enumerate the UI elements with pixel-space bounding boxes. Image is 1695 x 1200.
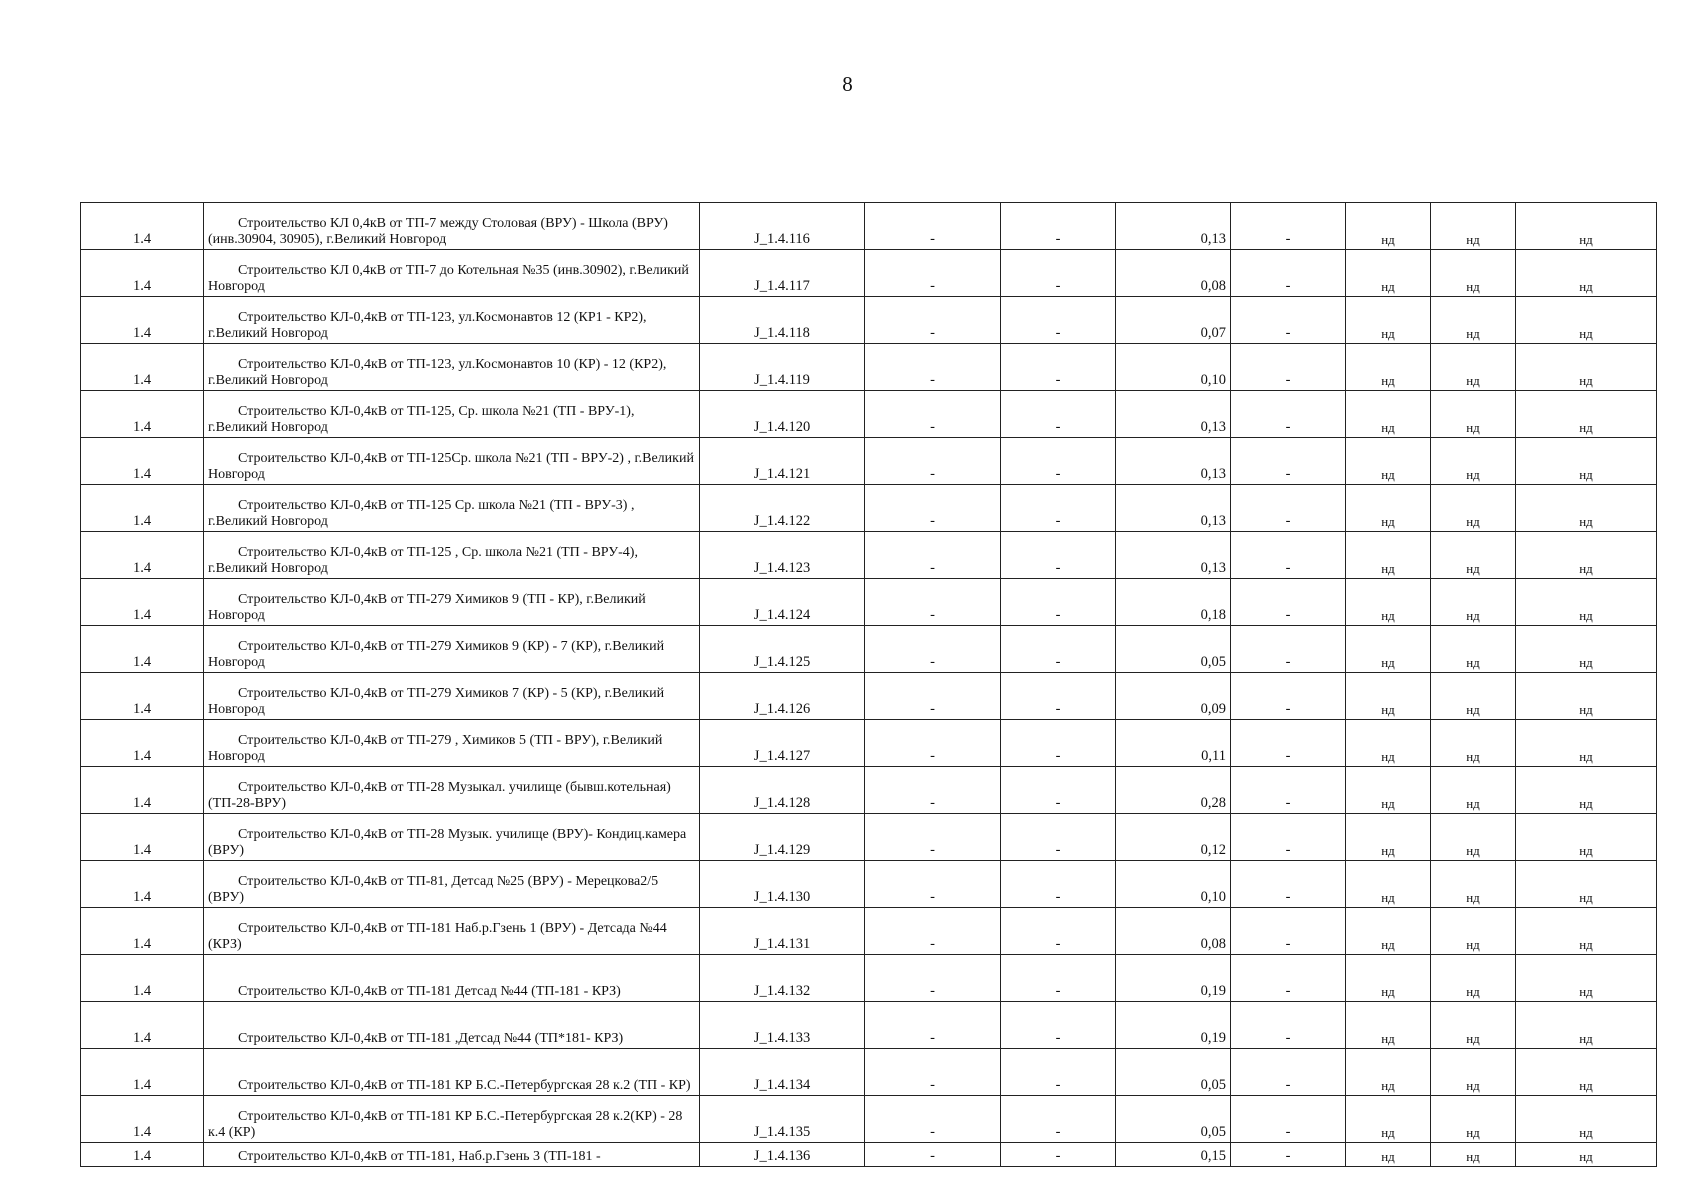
- row-value-7: -: [1231, 250, 1346, 297]
- row-value-8: нд: [1346, 1002, 1431, 1049]
- table-row: [81, 908, 1657, 955]
- row-value-4: -: [865, 297, 1001, 344]
- row-value-4: -: [865, 1143, 1001, 1167]
- row-value-10: нд: [1516, 767, 1657, 814]
- row-description: [204, 1049, 700, 1096]
- row-code: J_1.4.125: [700, 626, 865, 673]
- row-value-9: нд: [1431, 485, 1516, 532]
- row-value-5: -: [1001, 814, 1116, 861]
- row-description-text: Строительство КЛ 0,4кВ от ТП-7 между Столовая (ВРУ) - Школа (ВРУ) (инв.30904, 30905), г.Великий Новгород: [208, 215, 668, 247]
- row-value-9: нд: [1431, 391, 1516, 438]
- row-length: 0,13: [1116, 532, 1231, 579]
- row-value-8: нд: [1346, 814, 1431, 861]
- row-value-8: нд: [1346, 532, 1431, 579]
- row-value-9: нд: [1431, 720, 1516, 767]
- row-code: J_1.4.131: [700, 908, 865, 955]
- row-number: 1.4: [81, 438, 204, 485]
- row-description: [204, 861, 700, 908]
- row-value-4: -: [865, 955, 1001, 1002]
- row-length: 0,08: [1116, 250, 1231, 297]
- row-length: 0,19: [1116, 1002, 1231, 1049]
- row-value-5: -: [1001, 626, 1116, 673]
- row-description: [204, 438, 700, 485]
- row-description-text: Строительство КЛ-0,4кВ от ТП-125, Ср. школа №21 (ТП - ВРУ-1), г.Великий Новгород: [208, 403, 635, 435]
- row-value-5: -: [1001, 1002, 1116, 1049]
- row-description: [204, 767, 700, 814]
- row-number: 1.4: [81, 1143, 204, 1167]
- row-value-10: нд: [1516, 1049, 1657, 1096]
- row-code: J_1.4.127: [700, 720, 865, 767]
- row-value-10: нд: [1516, 955, 1657, 1002]
- row-value-4: -: [865, 1002, 1001, 1049]
- row-value-8: нд: [1346, 250, 1431, 297]
- row-number: 1.4: [81, 673, 204, 720]
- row-value-9: нд: [1431, 955, 1516, 1002]
- row-value-5: -: [1001, 673, 1116, 720]
- row-value-10: нд: [1516, 814, 1657, 861]
- row-value-10: нд: [1516, 1002, 1657, 1049]
- row-code: J_1.4.135: [700, 1096, 865, 1143]
- row-value-7: -: [1231, 297, 1346, 344]
- row-value-8: нд: [1346, 485, 1431, 532]
- row-value-9: нд: [1431, 673, 1516, 720]
- row-description-text: Строительство КЛ-0,4кВ от ТП-123, ул.Космонавтов 12 (КР1 - КР2), г.Великий Новгород: [208, 309, 647, 341]
- row-value-4: -: [865, 250, 1001, 297]
- table-row: [81, 203, 1657, 250]
- row-code: J_1.4.120: [700, 391, 865, 438]
- row-value-5: -: [1001, 579, 1116, 626]
- row-value-7: -: [1231, 626, 1346, 673]
- row-value-9: нд: [1431, 767, 1516, 814]
- row-description: [204, 344, 700, 391]
- table-row: [81, 1002, 1657, 1049]
- row-description: [204, 626, 700, 673]
- row-number: 1.4: [81, 767, 204, 814]
- row-description-text: Строительство КЛ-0,4кВ от ТП-125 , Ср. школа №21 (ТП - ВРУ-4), г.Великий Новгород: [208, 544, 638, 576]
- table-row: [81, 861, 1657, 908]
- row-value-10: нд: [1516, 626, 1657, 673]
- row-description: [204, 203, 700, 250]
- row-value-4: -: [865, 626, 1001, 673]
- row-value-8: нд: [1346, 673, 1431, 720]
- row-code: J_1.4.124: [700, 579, 865, 626]
- row-number: 1.4: [81, 908, 204, 955]
- row-description-text: Строительство КЛ-0,4кВ от ТП-181 Наб.р.Гзень 1 (ВРУ) - Детсада №44 (КРЗ): [208, 920, 667, 952]
- row-number: 1.4: [81, 203, 204, 250]
- row-value-10: нд: [1516, 297, 1657, 344]
- row-value-10: нд: [1516, 673, 1657, 720]
- row-value-10: нд: [1516, 250, 1657, 297]
- row-code: J_1.4.126: [700, 673, 865, 720]
- row-description-text: Строительство КЛ-0,4кВ от ТП-125Ср. школа №21 (ТП - ВРУ-2) , г.Великий Новгород: [208, 450, 694, 482]
- row-value-7: -: [1231, 1002, 1346, 1049]
- row-length: 0,13: [1116, 438, 1231, 485]
- row-number: 1.4: [81, 861, 204, 908]
- row-value-7: -: [1231, 1096, 1346, 1143]
- row-length: 0,15: [1116, 1143, 1231, 1167]
- row-number: 1.4: [81, 1096, 204, 1143]
- row-value-8: нд: [1346, 626, 1431, 673]
- row-code: J_1.4.117: [700, 250, 865, 297]
- row-value-7: -: [1231, 579, 1346, 626]
- row-value-10: нд: [1516, 344, 1657, 391]
- row-description-text: Строительство КЛ-0,4кВ от ТП-28 Музыкал. училище (бывш.котельная) (ТП-28-ВРУ): [208, 779, 671, 811]
- table-row: [81, 532, 1657, 579]
- row-value-8: нд: [1346, 720, 1431, 767]
- row-value-8: нд: [1346, 297, 1431, 344]
- row-value-5: -: [1001, 767, 1116, 814]
- row-description-text: Строительство КЛ-0,4кВ от ТП-125 Ср. школа №21 (ТП - ВРУ-3) , г.Великий Новгород: [208, 497, 635, 529]
- table-row: [81, 626, 1657, 673]
- row-value-7: -: [1231, 861, 1346, 908]
- row-value-8: нд: [1346, 203, 1431, 250]
- row-description: [204, 673, 700, 720]
- row-value-7: -: [1231, 767, 1346, 814]
- row-value-4: -: [865, 767, 1001, 814]
- row-value-9: нд: [1431, 250, 1516, 297]
- row-value-9: нд: [1431, 438, 1516, 485]
- row-value-7: -: [1231, 391, 1346, 438]
- row-value-10: нд: [1516, 861, 1657, 908]
- table-row: [81, 1049, 1657, 1096]
- row-description-text: Строительство КЛ-0,4кВ от ТП-181 КР Б.С.-Петербургская 28 к.2 (ТП - КР): [238, 1077, 691, 1093]
- row-value-10: нд: [1516, 203, 1657, 250]
- row-value-7: -: [1231, 1143, 1346, 1167]
- row-value-5: -: [1001, 532, 1116, 579]
- row-value-9: нд: [1431, 1143, 1516, 1167]
- row-number: 1.4: [81, 626, 204, 673]
- row-number: 1.4: [81, 297, 204, 344]
- row-value-9: нд: [1431, 579, 1516, 626]
- row-value-10: нд: [1516, 720, 1657, 767]
- row-number: 1.4: [81, 814, 204, 861]
- row-description-text: Строительство КЛ-0,4кВ от ТП-279 , Химиков 5 (ТП - ВРУ), г.Великий Новгород: [208, 732, 663, 764]
- row-description-text: Строительство КЛ-0,4кВ от ТП-279 Химиков 9 (ТП - КР), г.Великий Новгород: [208, 591, 646, 623]
- row-description: [204, 532, 700, 579]
- row-length: 0,19: [1116, 955, 1231, 1002]
- investment-table: [80, 202, 1657, 1167]
- row-value-10: нд: [1516, 391, 1657, 438]
- row-length: 0,05: [1116, 1049, 1231, 1096]
- table-row: [81, 767, 1657, 814]
- row-code: J_1.4.132: [700, 955, 865, 1002]
- row-length: 0,10: [1116, 861, 1231, 908]
- table-row: [81, 955, 1657, 1002]
- row-value-4: -: [865, 861, 1001, 908]
- row-value-5: -: [1001, 1143, 1116, 1167]
- row-value-7: -: [1231, 203, 1346, 250]
- row-code: J_1.4.116: [700, 203, 865, 250]
- row-length: 0,05: [1116, 626, 1231, 673]
- row-value-8: нд: [1346, 438, 1431, 485]
- row-description: [204, 250, 700, 297]
- row-value-5: -: [1001, 908, 1116, 955]
- row-value-8: нд: [1346, 1049, 1431, 1096]
- row-length: 0,13: [1116, 391, 1231, 438]
- row-value-4: -: [865, 438, 1001, 485]
- row-code: J_1.4.129: [700, 814, 865, 861]
- row-description: [204, 955, 700, 1002]
- row-length: 0,13: [1116, 485, 1231, 532]
- row-code: J_1.4.130: [700, 861, 865, 908]
- row-code: J_1.4.119: [700, 344, 865, 391]
- row-value-7: -: [1231, 1049, 1346, 1096]
- row-value-8: нд: [1346, 1096, 1431, 1143]
- page-number: 8: [842, 72, 853, 96]
- row-description: [204, 579, 700, 626]
- row-number: 1.4: [81, 344, 204, 391]
- row-length: 0,05: [1116, 1096, 1231, 1143]
- row-value-9: нд: [1431, 532, 1516, 579]
- row-value-9: нд: [1431, 1096, 1516, 1143]
- table-row: [81, 579, 1657, 626]
- row-value-8: нд: [1346, 955, 1431, 1002]
- row-value-8: нд: [1346, 344, 1431, 391]
- row-description: [204, 391, 700, 438]
- row-length: 0,09: [1116, 673, 1231, 720]
- row-value-10: нд: [1516, 485, 1657, 532]
- row-value-4: -: [865, 673, 1001, 720]
- row-value-5: -: [1001, 955, 1116, 1002]
- row-value-8: нд: [1346, 1143, 1431, 1167]
- row-value-7: -: [1231, 908, 1346, 955]
- row-value-4: -: [865, 1096, 1001, 1143]
- row-value-8: нд: [1346, 391, 1431, 438]
- table-row: [81, 344, 1657, 391]
- row-value-8: нд: [1346, 908, 1431, 955]
- row-description: [204, 1143, 700, 1167]
- row-value-5: -: [1001, 485, 1116, 532]
- row-value-9: нд: [1431, 344, 1516, 391]
- row-value-10: нд: [1516, 908, 1657, 955]
- row-number: 1.4: [81, 250, 204, 297]
- row-value-4: -: [865, 532, 1001, 579]
- row-value-4: -: [865, 814, 1001, 861]
- table-row: [81, 673, 1657, 720]
- row-length: 0,28: [1116, 767, 1231, 814]
- row-description-text: Строительство КЛ-0,4кВ от ТП-28 Музык. училище (ВРУ)- Кондиц.камера (ВРУ): [208, 826, 687, 858]
- row-value-9: нд: [1431, 297, 1516, 344]
- row-value-4: -: [865, 344, 1001, 391]
- row-code: J_1.4.121: [700, 438, 865, 485]
- row-code: J_1.4.134: [700, 1049, 865, 1096]
- row-number: 1.4: [81, 391, 204, 438]
- row-code: J_1.4.123: [700, 532, 865, 579]
- row-value-9: нд: [1431, 1002, 1516, 1049]
- row-length: 0,08: [1116, 908, 1231, 955]
- row-description: [204, 1096, 700, 1143]
- row-value-10: нд: [1516, 438, 1657, 485]
- row-description-text: Строительство КЛ-0,4кВ от ТП-279 Химиков 9 (КР) - 7 (КР), г.Великий Новгород: [208, 638, 665, 670]
- row-description-text: Строительство КЛ 0,4кВ от ТП-7 до Котельная №35 (инв.30902), г.Великий Новгород: [208, 262, 689, 294]
- row-value-7: -: [1231, 955, 1346, 1002]
- row-description: [204, 908, 700, 955]
- row-value-9: нд: [1431, 626, 1516, 673]
- row-length: 0,13: [1116, 203, 1231, 250]
- row-value-4: -: [865, 579, 1001, 626]
- table-row: [81, 1096, 1657, 1143]
- row-value-5: -: [1001, 720, 1116, 767]
- row-description-text: Строительство КЛ-0,4кВ от ТП-81, Детсад №25 (ВРУ) - Мерецкова2/5 (ВРУ): [208, 873, 659, 905]
- table-row: [81, 1143, 1657, 1167]
- row-value-7: -: [1231, 814, 1346, 861]
- row-length: 0,18: [1116, 579, 1231, 626]
- row-value-7: -: [1231, 720, 1346, 767]
- row-value-4: -: [865, 203, 1001, 250]
- row-value-9: нд: [1431, 908, 1516, 955]
- row-value-4: -: [865, 908, 1001, 955]
- table-row: [81, 485, 1657, 532]
- table-row: [81, 297, 1657, 344]
- table-row: [81, 814, 1657, 861]
- row-value-8: нд: [1346, 767, 1431, 814]
- row-description-text: Строительство КЛ-0,4кВ от ТП-181, Наб.р.Гзень 3 (ТП-181 -: [238, 1148, 601, 1164]
- row-code: J_1.4.128: [700, 767, 865, 814]
- row-number: 1.4: [81, 1049, 204, 1096]
- row-description: [204, 720, 700, 767]
- row-value-9: нд: [1431, 814, 1516, 861]
- row-value-5: -: [1001, 297, 1116, 344]
- row-length: 0,11: [1116, 720, 1231, 767]
- row-value-10: нд: [1516, 1096, 1657, 1143]
- row-length: 0,10: [1116, 344, 1231, 391]
- row-value-5: -: [1001, 1049, 1116, 1096]
- row-value-10: нд: [1516, 1143, 1657, 1167]
- row-value-4: -: [865, 720, 1001, 767]
- row-number: 1.4: [81, 485, 204, 532]
- row-value-8: нд: [1346, 579, 1431, 626]
- row-length: 0,07: [1116, 297, 1231, 344]
- row-code: J_1.4.133: [700, 1002, 865, 1049]
- row-value-8: нд: [1346, 861, 1431, 908]
- row-value-5: -: [1001, 438, 1116, 485]
- table-row: [81, 391, 1657, 438]
- row-value-5: -: [1001, 203, 1116, 250]
- row-description: [204, 1002, 700, 1049]
- row-value-10: нд: [1516, 532, 1657, 579]
- row-value-7: -: [1231, 438, 1346, 485]
- row-value-4: -: [865, 1049, 1001, 1096]
- row-description-text: Строительство КЛ-0,4кВ от ТП-279 Химиков 7 (КР) - 5 (КР), г.Великий Новгород: [208, 685, 665, 717]
- row-value-9: нд: [1431, 203, 1516, 250]
- row-value-9: нд: [1431, 861, 1516, 908]
- row-value-4: -: [865, 485, 1001, 532]
- row-number: 1.4: [81, 720, 204, 767]
- row-code: J_1.4.118: [700, 297, 865, 344]
- row-value-5: -: [1001, 1096, 1116, 1143]
- row-value-5: -: [1001, 344, 1116, 391]
- table-row: [81, 438, 1657, 485]
- row-description: [204, 814, 700, 861]
- row-value-5: -: [1001, 250, 1116, 297]
- row-value-7: -: [1231, 485, 1346, 532]
- row-value-4: -: [865, 391, 1001, 438]
- row-description-text: Строительство КЛ-0,4кВ от ТП-123, ул.Космонавтов 10 (КР) - 12 (КР2), г.Великий Новгород: [208, 356, 667, 388]
- row-code: J_1.4.136: [700, 1143, 865, 1167]
- row-value-5: -: [1001, 391, 1116, 438]
- row-value-9: нд: [1431, 1049, 1516, 1096]
- row-description: [204, 485, 700, 532]
- row-value-7: -: [1231, 532, 1346, 579]
- row-value-7: -: [1231, 673, 1346, 720]
- row-number: 1.4: [81, 532, 204, 579]
- row-value-5: -: [1001, 861, 1116, 908]
- row-length: 0,12: [1116, 814, 1231, 861]
- row-value-7: -: [1231, 344, 1346, 391]
- row-number: 1.4: [81, 955, 204, 1002]
- row-description-text: Строительство КЛ-0,4кВ от ТП-181 ,Детсад №44 (ТП*181- КРЗ): [238, 1030, 624, 1046]
- row-number: 1.4: [81, 1002, 204, 1049]
- row-value-10: нд: [1516, 579, 1657, 626]
- row-code: J_1.4.122: [700, 485, 865, 532]
- row-description: [204, 297, 700, 344]
- row-description-text: Строительство КЛ-0,4кВ от ТП-181 Детсад №44 (ТП-181 - КРЗ): [238, 983, 621, 999]
- table-row: [81, 250, 1657, 297]
- row-description-text: Строительство КЛ-0,4кВ от ТП-181 КР Б.С.-Петербургская 28 к.2(КР) - 28 к.4 (КР): [208, 1108, 683, 1140]
- table-row: [81, 720, 1657, 767]
- row-number: 1.4: [81, 579, 204, 626]
